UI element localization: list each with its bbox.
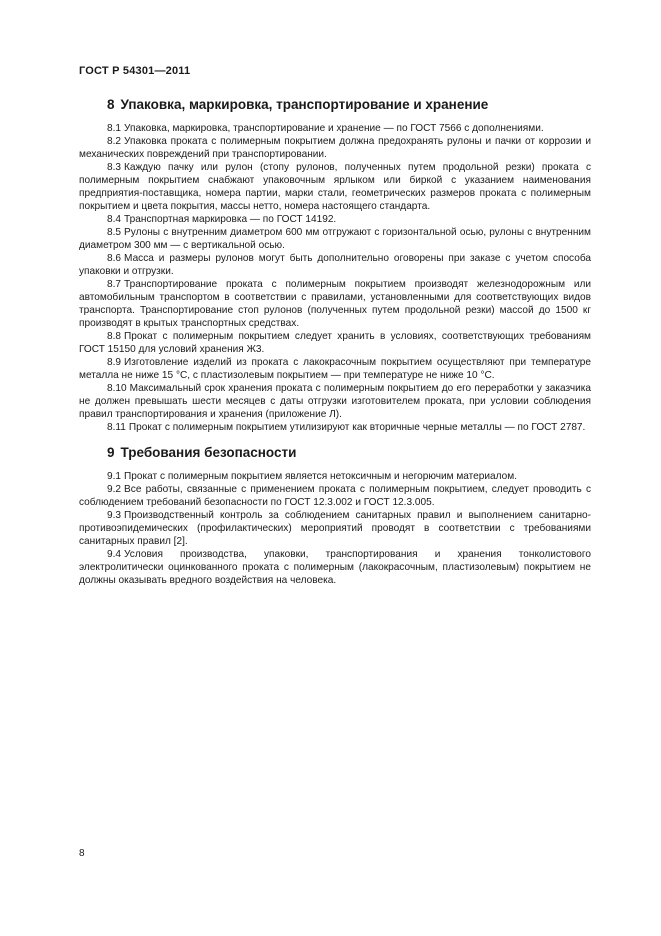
- paragraph-text: Максимальный срок хранения проката с полимерным покрытием до его переработки у заказчика не должен превышать шести месяцев с даты отгрузки изготовителем проката, при условии соблюдения правил транспортирования и хранения (приложение Л).: [79, 383, 591, 420]
- section-9-title: [79, 444, 591, 462]
- paragraph-number: 9.1: [107, 471, 122, 482]
- paragraph-number: 8.5: [107, 227, 122, 238]
- paragraph-number: 8.2: [107, 136, 122, 147]
- paragraph-number: 8.4: [107, 214, 122, 225]
- paragraph-9-2: [79, 483, 591, 509]
- paragraph-8-2: [79, 135, 591, 161]
- paragraph-text: Все работы, связанные с применением проката с полимерным покрытием, следует проводить с соблюдением требований безопасности по ГОСТ 12.3.002 и ГОСТ 12.3.005.: [79, 484, 591, 508]
- paragraph-text: Упаковка, маркировка, транспортирование и хранение — по ГОСТ 7566 с дополнениями.: [124, 123, 544, 134]
- paragraph-number: 8.7: [107, 279, 122, 290]
- page-number: 8: [79, 848, 85, 859]
- paragraph-9-3: [79, 509, 591, 548]
- paragraph-text: Масса и размеры рулонов могут быть дополнительно оговорены при заказе с учетом способа упаковки и отгрузки.: [79, 253, 591, 277]
- paragraph-text: Производственный контроль за соблюдением санитарных правил и выполнением санитарно-противоэпидемических (профилактических) мероприятий проводят в соответствии с требованиями санитарных правил [2].: [79, 510, 591, 547]
- paragraph-text: Прокат с полимерным покрытием следует хранить в условиях, соответствующих требованиям ГОСТ 15150 для условий хранения Ж3.: [79, 331, 591, 355]
- paragraph-8-1: [79, 122, 591, 135]
- paragraph-text: Изготовление изделий из проката с лакокрасочным покрытием осуществляют при температуре металла не ниже 15 °С, с пластизолевым покрытием — при температуре не ниже 10 °С.: [79, 357, 591, 381]
- section-title-text: Требования безопасности: [120, 445, 297, 460]
- paragraph-8-8: [79, 330, 591, 356]
- paragraph-text: Транспортирование проката с полимерным покрытием производят железнодорожным или автомобильным транспортом в соответствии с правилами, установленными для соответствующих видов транспорта. Транспортирование стоп рулонов (полученных путем продольной резки) массой до 1500 кг производят в крытых транспортных средствах.: [79, 279, 591, 329]
- paragraph-text: Рулоны с внутренним диаметром 600 мм отгружают с горизонтальной осью, рулоны с внутренним диаметром 300 мм — с вертикальной осью.: [79, 227, 591, 251]
- paragraph-text: Каждую пачку или рулон (стопу рулонов, полученных путем продольной резки) проката с полимерным покрытием снабжают упаковочным ярлыком или биркой с указанием наименования предприятия-поставщика, номера партии, марки стали, геометрических размеров проката с полимерным покрытием и цвета покрытия, массы нетто, номера настоящего стандарта.: [79, 162, 591, 212]
- paragraph-8-6: [79, 252, 591, 278]
- paragraph-9-1: [79, 470, 591, 483]
- paragraph-number: 8.1: [107, 123, 122, 134]
- document-body: [79, 96, 591, 587]
- paragraph-text: Транспортная маркировка — по ГОСТ 14192.: [124, 214, 337, 225]
- paragraph-text: Прокат с полимерным покрытием утилизируют как вторичные черные металлы — по ГОСТ 2787.: [128, 422, 586, 433]
- section-number: 9: [107, 445, 115, 460]
- paragraph-8-4: [79, 213, 591, 226]
- paragraph-8-7: [79, 278, 591, 330]
- paragraph-text: Прокат с полимерным покрытием является нетоксичным и негорючим материалом.: [124, 471, 518, 482]
- paragraph-8-9: [79, 356, 591, 382]
- paragraph-number: 8.8: [107, 331, 122, 342]
- paragraph-text: Упаковка проката с полимерным покрытием должна предохранять рулоны и пачки от коррозии и механических повреждений при транспортировании.: [79, 136, 591, 160]
- paragraph-number: 9.2: [107, 484, 122, 495]
- section-8-title: [79, 96, 591, 114]
- paragraph-number: 8.9: [107, 357, 122, 368]
- paragraph-number: 8.3: [107, 162, 122, 173]
- paragraph-8-11: [79, 421, 591, 434]
- paragraph-8-10: [79, 382, 591, 421]
- paragraph-9-4: [79, 548, 591, 587]
- paragraph-number: 9.3: [107, 510, 122, 521]
- section-title-text: Упаковка, маркировка, транспортирование и хранение: [120, 97, 489, 112]
- paragraph-number: 9.4: [107, 549, 122, 560]
- paragraph-number: 8.10: [107, 383, 127, 394]
- document-header: ГОСТ Р 54301—2011: [79, 65, 191, 77]
- paragraph-text: Условия производства, упаковки, транспортирования и хранения тонколистового электролитически оцинкованного проката с полимерным (лакокрасочным, пластизолевым) покрытием не должны оказывать вредного воздействия на человека.: [79, 549, 591, 586]
- paragraph-number: 8.11: [107, 422, 126, 433]
- section-number: 8: [107, 97, 115, 112]
- paragraph-8-5: [79, 226, 591, 252]
- paragraph-8-3: [79, 161, 591, 213]
- paragraph-number: 8.6: [107, 253, 122, 264]
